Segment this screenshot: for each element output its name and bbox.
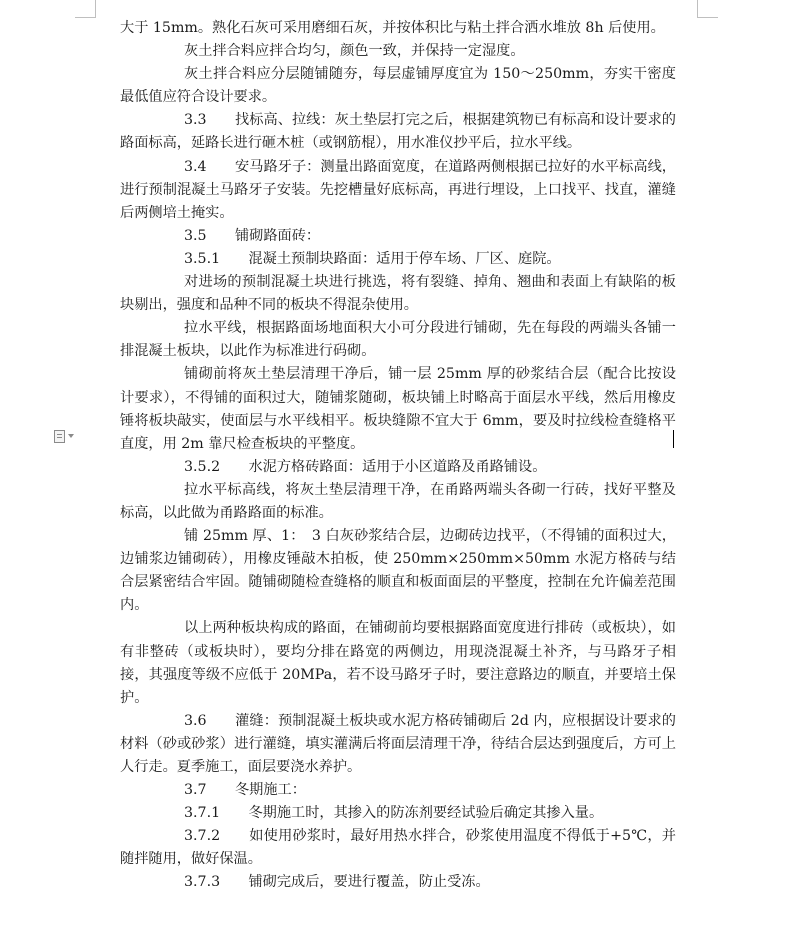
document-body[interactable] <box>120 17 676 895</box>
section-3-5-heading: 3.5 铺砌路面砖： <box>184 227 321 244</box>
paragraph: 拉水平线，根据路面场地面积大小可分段进行铺砌，先在每段的两端头各铺一排混凝土板块，以此作为标准进行码砌。 <box>120 320 676 360</box>
crop-mark-top-left-vertical <box>95 0 96 17</box>
paragraph: 以上两种板块构成的路面，在铺砌前均要根据路面宽度进行排砖（或板块），如有非整砖（或板块时），要均分排在路宽的两侧边，用现浇混凝土补齐，与马路牙子相接，其强度等级不应低于 20MPa，若不设马路牙子时，要注意路边的顺直，并要培土保护。 <box>120 620 676 706</box>
section-3-7-3-paragraph: 3.7.3 铺砌完成后，要进行覆盖，防止受冻。 <box>184 874 490 891</box>
crop-mark-top-left-horizontal <box>75 17 96 18</box>
section-3-3-paragraph: 3.3 找标高、拉线：灰土垫层打完之后，根据建筑物已有标高和设计要求的路面标高，延路长进行砸木桩（或钢筋棍），用水准仪抄平后，拉水平线。 <box>120 112 676 152</box>
paragraph: 拉水平标高线，将灰土垫层清理干净，在甬路两端头各砌一行砖，找好平整及标高，以此做为甬路路面的标准。 <box>120 481 676 521</box>
text-cursor <box>673 430 674 448</box>
paragraph: 铺 25mm 厚、1： 3 白灰砂浆结合层，边砌砖边找平，（不得铺的面积过大，边铺浆边铺砌砖），用橡皮锤敲木拍板，使 250mm×250mm×50mm 水泥方格砖与结合层紧密结合牢固。随铺砌随检查缝格的顺直和板面面层的平整度，控制在允许偏差范围内。 <box>120 528 676 614</box>
section-3-7-1-paragraph: 3.7.1 冬期施工时，其掺入的防冻剂要经试验后确定其掺入量。 <box>184 805 604 822</box>
document-icon <box>54 430 65 443</box>
paragraph: 铺砌前将灰土垫层清理干净后，铺一层 25mm 厚的砂浆结合层（配合比按设计要求），不得铺的面积过大，随铺浆随砌，板块铺上时略高于面层水平线，然后用橡皮锤将板块敲实，使面层与水平线相平。板块缝隙不宜大于 6mm，要及时拉线检查缝格平直度，用 2m 靠尺检查板块的平整度。 <box>120 366 676 452</box>
paragraph: 灰土拌合料应分层随铺随夯，每层虚铺厚度宜为 150～250mm，夯实干密度最低值应符合设计要求。 <box>120 66 676 106</box>
section-3-6-paragraph: 3.6 灌缝：预制混凝土板块或水泥方格砖铺砌后 2d 内，应根据设计要求的材料（砂或砂浆）进行灌缝，填实灌满后将面层清理干净，待结合层达到强度后，方可上人行走。夏季施工，面层要浇水养护。 <box>120 712 676 775</box>
chevron-down-icon <box>68 434 74 438</box>
crop-mark-top-right-vertical <box>697 0 698 17</box>
section-3-5-2-heading: 3.5.2 水泥方格砖路面：适用于小区道路及甬路铺设。 <box>184 458 547 475</box>
section-3-4-paragraph: 3.4 安马路牙子：测量出路面宽度，在道路两侧根据已拉好的水平标高线，进行预制混凝土马路牙子安装。先挖槽量好底标高，再进行埋设，上口找平、找直，灌缝后两侧培土掩实。 <box>120 158 676 221</box>
paragraph-options-button[interactable] <box>54 429 80 443</box>
paragraph: 对进场的预制混凝土块进行挑选，将有裂缝、掉角、翘曲和表面上有缺陷的板块剔出，强度和品种不同的板块不得混杂使用。 <box>120 274 676 314</box>
section-3-7-heading: 3.7 冬期施工： <box>184 782 306 799</box>
paragraph: 灰土拌合料应拌合均匀，颜色一致，并保持一定湿度。 <box>184 43 525 60</box>
section-3-5-1-heading: 3.5.1 混凝土预制块路面：适用于停车场、厂区、庭院。 <box>184 250 561 267</box>
section-3-7-2-paragraph: 3.7.2 如使用砂浆时，最好用热水拌合，砂浆使用温度不得低于+5℃，并随拌随用，做好保温。 <box>120 828 676 868</box>
crop-mark-top-right-horizontal <box>697 17 718 18</box>
paragraph: 大于 15mm。熟化石灰可采用磨细石灰，并按体积比与粘土拌合洒水堆放 8h 后使用。 <box>120 20 665 36</box>
